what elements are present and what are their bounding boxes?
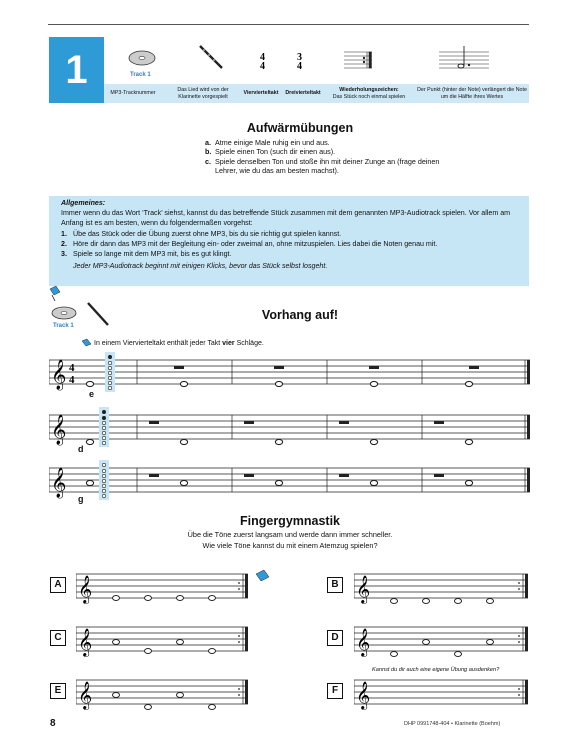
exercise-staff-a bbox=[76, 568, 276, 608]
staff-1 bbox=[49, 350, 531, 400]
list-item: 2. Höre dir dann das MP3 mit der Begleitung ein- oder zweimal an, ohne mitzuspielen. Lies dabei die Noten genau mit. bbox=[61, 239, 438, 248]
finger-subtitle-1: Übe die Töne zuerst langsam und werde dann immer schneller. bbox=[187, 530, 393, 539]
list-item: a. Atme einige Male ruhig ein und aus. bbox=[205, 138, 330, 147]
page-number: 8 bbox=[50, 718, 56, 729]
time-sig-bot: 4 bbox=[69, 374, 75, 386]
warmup-list bbox=[205, 138, 445, 176]
finger-title: Fingergymnastik bbox=[239, 514, 341, 528]
info-content bbox=[61, 198, 526, 271]
legend-34: Dreivierteltakt bbox=[285, 90, 321, 97]
exercise-label-d: D bbox=[327, 630, 343, 646]
legend-icons bbox=[104, 38, 529, 84]
note-label-d: d bbox=[78, 444, 84, 454]
hand-pointer-icon bbox=[80, 337, 94, 351]
hand-pointer-icon bbox=[256, 570, 269, 581]
vorhang-track-label: Track 1 bbox=[53, 323, 74, 329]
treble-clef-icon: 𝄞 bbox=[51, 360, 67, 390]
hand-pointer-icon bbox=[50, 286, 60, 301]
exercise-f-prompt: Kannst du dir auch eine eigene Übung ausdenken? bbox=[372, 667, 500, 673]
exercise-staff-d bbox=[354, 621, 530, 661]
exercise-staff-b bbox=[354, 568, 530, 608]
vorhang-note-c: Schläge. bbox=[234, 340, 264, 347]
legend-clarinet: Das Lied wird von der Klarinette vorgespielt bbox=[177, 87, 229, 100]
exercise-label-e: E bbox=[50, 683, 66, 699]
info-heading: Allgemeines: bbox=[61, 199, 106, 207]
exercise-staff-f bbox=[354, 674, 530, 714]
finger-subtitle-2: Wie viele Töne kannst du mit einem Atemzug spielen? bbox=[202, 540, 378, 550]
dotted-note-icon bbox=[439, 46, 489, 68]
clarinet-icon bbox=[200, 46, 222, 68]
chapter-number: 1 bbox=[49, 37, 104, 103]
treble-clef-icon: 𝄞 bbox=[356, 575, 371, 603]
treble-clef-icon: 𝄞 bbox=[356, 628, 371, 656]
warmup-title: Aufwärmübungen bbox=[246, 121, 354, 135]
list-item: b. Spiele einen Ton (such dir einen aus). bbox=[205, 147, 336, 157]
legend-44: Viervierteltakt bbox=[243, 90, 279, 97]
legend-time-34-top: 3 bbox=[297, 52, 302, 63]
repeat-sign-icon bbox=[344, 52, 372, 68]
legend-track-label: Track 1 bbox=[130, 72, 151, 78]
exercise-label-a: A bbox=[50, 577, 66, 593]
cd-icon bbox=[129, 51, 155, 65]
three-four-time-icon bbox=[297, 52, 302, 72]
note-label-g: g bbox=[78, 494, 84, 504]
treble-clef-icon: 𝄞 bbox=[51, 468, 67, 498]
exercise-label-c: C bbox=[50, 630, 66, 646]
legend-time-34-bot: 4 bbox=[297, 61, 302, 72]
info-intro: Immer wenn du das Wort ‘Track’ siehst, kannst du das betreffende Stück zusammen mit dem genannten MP3-Audiotrack spielen. Vor allem am Anfang ist es am besten, wenn du folgendermaßen vorgehst: bbox=[61, 209, 511, 228]
time-sig-top: 4 bbox=[69, 362, 75, 374]
clarinet-icon bbox=[88, 303, 108, 325]
treble-clef-icon: 𝄞 bbox=[78, 628, 93, 656]
list-item: c. Spiele denselben Ton und stoße ihn mit deiner Zunge an (frage deinen Lehrer, wie du das am besten machst). bbox=[205, 156, 440, 176]
vorhang-note-a: In einem Viervierteltakt enthält jeder Takt bbox=[94, 340, 223, 347]
catalog-number: DHP 0991748-404 • Klarinette (Boehm) bbox=[404, 721, 501, 727]
exercise-staff-e bbox=[76, 674, 252, 714]
staff-3 bbox=[49, 458, 531, 508]
list-item: 1. Übe das Stück oder die Übung zuerst ohne MP3, bis du sie richtig gut spielen kannst. bbox=[61, 229, 342, 238]
exercise-label-b: B bbox=[327, 577, 343, 593]
legend-dot: Der Punkt (hinter der Note) verlängert die Note um die Hälfte ihres Wertes bbox=[417, 87, 527, 100]
top-rule bbox=[48, 24, 529, 25]
legend-time-44-bot: 4 bbox=[260, 61, 265, 72]
exercise-label-f: F bbox=[327, 683, 343, 699]
exercise-staff-c bbox=[76, 621, 252, 661]
list-item: 3. Spiele so lange mit dem MP3 mit, bis es gut klingt. bbox=[61, 250, 232, 259]
vorhang-note-bold: vier bbox=[222, 340, 235, 347]
note-label-e: e bbox=[89, 389, 95, 399]
staff-2 bbox=[49, 405, 531, 455]
finger-subtitle bbox=[140, 530, 440, 552]
legend-repeat-desc: Das Stück noch einmal spielen bbox=[332, 93, 406, 100]
info-footnote: Jeder MP3-Audiotrack beginnt mit einigen Klicks, bevor das Stück selbst losgeht. bbox=[73, 262, 328, 271]
treble-clef-icon: 𝄞 bbox=[356, 681, 371, 709]
four-four-time-icon bbox=[260, 52, 265, 72]
legend-time-44-top: 4 bbox=[260, 52, 265, 63]
cd-icon bbox=[52, 307, 76, 319]
legend-repeat bbox=[324, 84, 414, 103]
vorhang-note bbox=[94, 340, 264, 347]
treble-clef-icon: 𝄞 bbox=[78, 681, 93, 709]
vorhang-title: Vorhang auf! bbox=[261, 308, 339, 322]
legend-repeat-title: Wiederholungszeichen: bbox=[339, 87, 399, 93]
treble-clef-icon: 𝄞 bbox=[78, 575, 93, 603]
legend-mp3: MP3-Tracknummer bbox=[110, 90, 156, 97]
treble-clef-icon: 𝄞 bbox=[51, 415, 67, 445]
